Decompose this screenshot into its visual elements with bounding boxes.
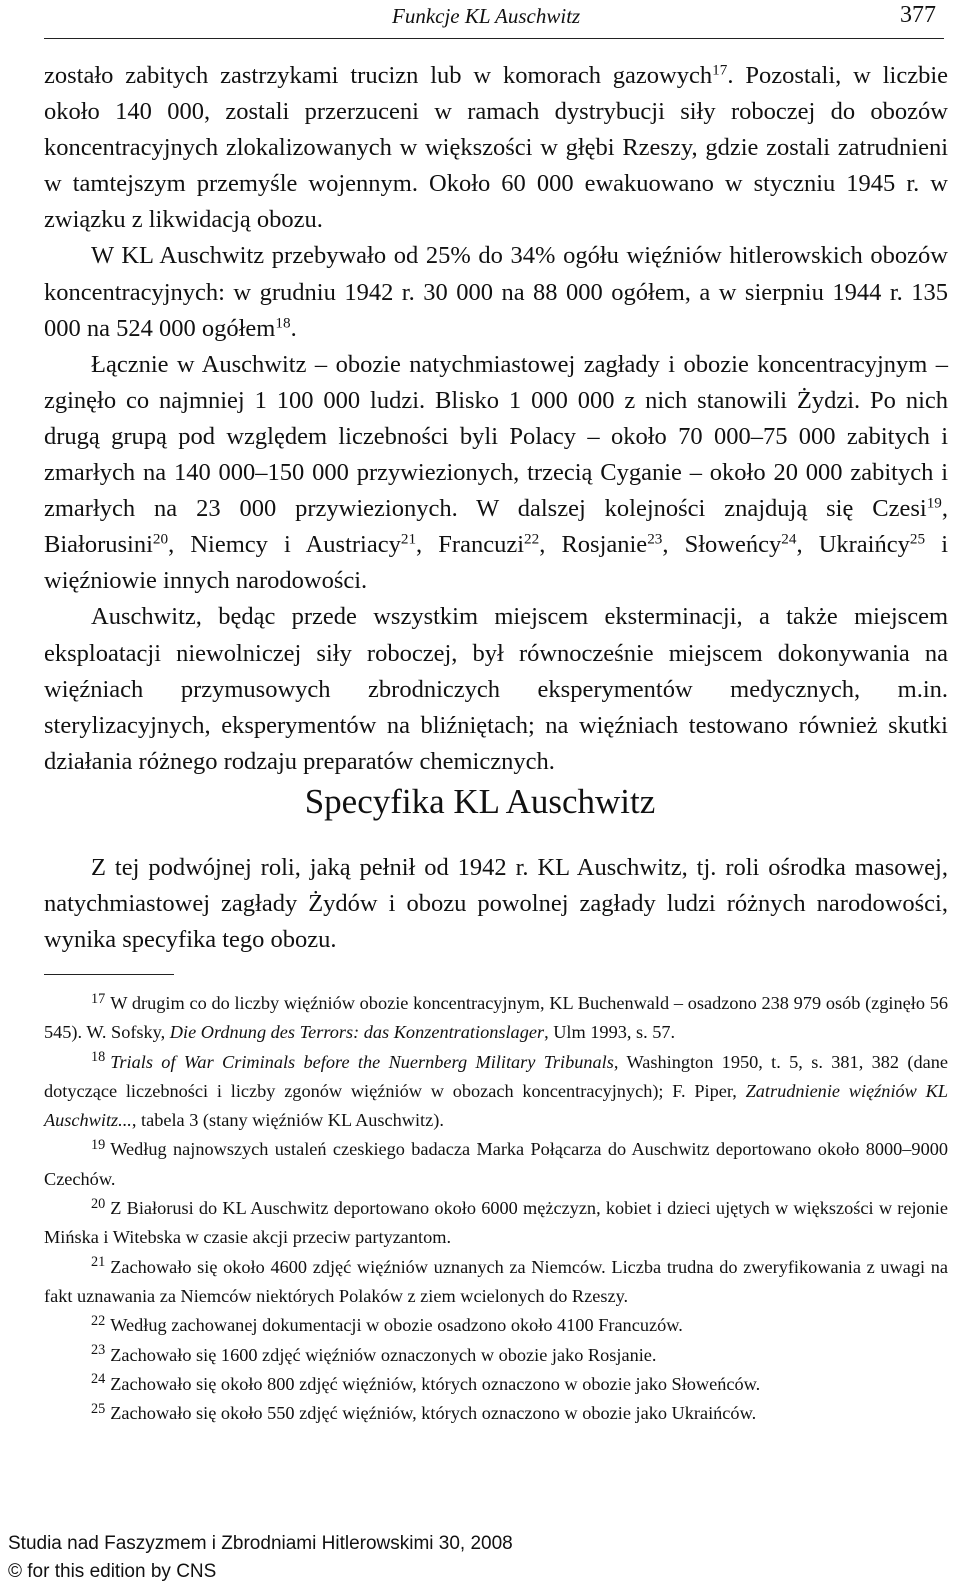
footnote-ref-24[interactable]: 24: [781, 530, 797, 548]
footnote-ref-23[interactable]: 23: [647, 530, 663, 548]
footnote-19: [44, 1135, 948, 1194]
footnote-number: 23: [91, 1342, 106, 1359]
section-paragraph: Z tej podwójnej roli, jaką pełnił od 1942 r. KL Auschwitz, tj. roli ośrodka masowej, natychmiastowej zagłady Żydów i obozu powolnej zagłady ludzi różnych narodowości, wynika specyfika tego obozu.: [44, 854, 948, 954]
footnote-20: [44, 1194, 948, 1253]
running-header: [44, 0, 944, 39]
text-run: W KL Auschwitz przebywało od 25% do 34% ogółu więźniów hitlerowskich obozów koncentracyjnych: w grudniu 1942 r. 30 000 na 88 000 ogółem, a w sierpniu 1944 r. 135 000 na 524 000 ogółem: [44, 242, 948, 342]
footnote-text: Według najnowszych ustaleń czeskiego badacza Marka Połącarza do Auschwitz deportowano około 8000–9000 Czechów.: [44, 1139, 948, 1189]
footnote-21: [44, 1253, 948, 1312]
footnote-number: 25: [91, 1400, 106, 1417]
footnote-ref-21[interactable]: 21: [400, 530, 417, 548]
footnote-number: 19: [91, 1137, 106, 1154]
section-text: [44, 850, 948, 958]
main-text: [44, 58, 948, 780]
footnote-ref-18[interactable]: 18: [275, 314, 291, 332]
footnote-23: [44, 1341, 948, 1370]
footnote-22: [44, 1311, 948, 1340]
footnote-number: 24: [91, 1371, 106, 1388]
text-run: , Słoweńcy: [662, 531, 782, 559]
text-run: . Pozostali, w liczbie około 140 000, zostali przerzuceni w ramach dystrybucji siły roboczej do obozów koncentracyjnych zlokalizowanych w większości w głębi Rzeszy, gdzie zostali zatrudnieni w tamtejszym przemyśle wojennym. Około 60 000 ewakuowano w styczniu 1945 r. w związku z likwidacją obozu.: [44, 62, 949, 234]
footnotes: [44, 989, 948, 1428]
footnote-number: 20: [91, 1195, 106, 1212]
text-run: Łącznie w Auschwitz – obozie natychmiastowej zagłady i obozie koncentracyjnym – zginęło co najmniej 1 100 000 ludzi. Blisko 1 000 000 z nich stanowili Żydzi. Po nich drugą grupą pod względem liczebności byli Polacy – około 70 000–75 000 zabitych i zmarłych na 140 000–150 000 przywiezionych, trzecią Cyganie – około 20 000 zabitych i zmarłych na 23 000 przywiezionych. W dalszej kolejności znajdują się Czesi: [44, 350, 948, 523]
paragraph-1: [44, 58, 948, 238]
footnote-text: Zachowało się 1600 zdjęć więźniów oznaczonych w obozie jako Rosjanie.: [110, 1344, 657, 1365]
footnote-24: [44, 1370, 948, 1399]
footnote-text: , Ulm 1993, s. 57.: [544, 1022, 676, 1043]
footnote-text: Zachowało się około 800 zdjęć więźniów, których oznaczono w obozie jako Słoweńców.: [110, 1373, 761, 1394]
cited-title: Trials of War Criminals before the Nuernberg Military Tribunals: [110, 1051, 614, 1072]
text-run: , Niemcy i Austriacy: [168, 531, 401, 559]
page-footer: [8, 1530, 513, 1586]
paragraph-2: [44, 238, 948, 346]
cited-title: Die Ordnung des Terrors: das Konzentrationslager: [169, 1022, 545, 1043]
footnote-ref-20[interactable]: 20: [152, 530, 169, 548]
footnote-number: 18: [91, 1049, 106, 1066]
footnote-18: [44, 1048, 948, 1136]
text-run: zostało zabitych zastrzykami trucizn lub w komorach gazowych: [44, 62, 713, 89]
footnote-separator: [44, 974, 174, 975]
text-run: .: [290, 314, 297, 342]
footnote-17: [44, 989, 948, 1048]
footnote-25: [44, 1399, 948, 1428]
footnote-ref-17[interactable]: 17: [712, 61, 728, 79]
paragraph-3: [44, 347, 948, 600]
footnote-text: , Washington 1950, t. 5, s. 381, 382 (dane dotyczące liczebności i liczby zgonów więźniów w obozach koncentracyjnych); F. Piper,: [44, 1051, 948, 1101]
text-run: , Ukraińcy: [796, 531, 910, 559]
text-run: , Francuzi: [416, 531, 524, 559]
page-number: 377: [900, 2, 936, 28]
footnote-text: Zachowało się około 4600 zdjęć więźniów uznanych za Niemców. Liczba trudna do zweryfikowania z uwagi na fakt uznawania za Niemców niektórych Polaków z ziem wcielonych do Rzeszy.: [44, 1256, 948, 1306]
footnote-text: , tabela 3 (stany więźniów KL Auschwitz).: [131, 1110, 444, 1131]
footnote-text: Z Białorusi do KL Auschwitz deportowano około 6000 mężczyzn, kobiet i dzieci ujętych w większości w rejonie Mińska i Witebska w czasie akcji przeciw partyzantom.: [44, 1198, 948, 1248]
footnote-ref-25[interactable]: 25: [909, 530, 926, 548]
text-run: , Rosjanie: [539, 531, 648, 559]
running-title: Funkcje KL Auschwitz: [392, 4, 581, 28]
footnote-number: 22: [91, 1312, 106, 1329]
text-run: , Białorusini: [44, 495, 948, 559]
section-heading: Specyfika KL Auschwitz: [304, 782, 656, 821]
footnote-ref-22[interactable]: 22: [524, 530, 540, 548]
copyright-notice: © for this edition by CNS: [8, 1561, 217, 1582]
paragraph-4: Auschwitz, będąc przede wszystkim miejscem eksterminacji, a także miejscem eksploatacji niewolniczej siły roboczej, był równocześnie miejscem dokonywania na więźniach przymusowych zbrodniczych eksperymentów medycznych, m.in. sterylizacyjnych, eksperymentów na bliźniętach; na więźniach testowano również skutki działania różnego rodzaju preparatów chemicznych.: [44, 603, 948, 775]
footnote-text: Według zachowanej dokumentacji w obozie osadzono około 4100 Francuzów.: [110, 1315, 683, 1336]
footnote-text: W drugim co do liczby więźniów obozie koncentracyjnym, KL Buchenwald – osadzono 238 979 osób (zginęło 56 545). W. Sofsky,: [44, 993, 948, 1043]
footnote-number: 21: [91, 1254, 106, 1271]
cited-title: Zatrudnienie więźniów KL Auschwitz...: [44, 1080, 948, 1131]
footnote-number: 17: [91, 990, 106, 1007]
journal-citation: Studia nad Faszyzmem i Zbrodniami Hitlerowskimi 30, 2008: [8, 1533, 513, 1554]
footnote-ref-19[interactable]: 19: [926, 494, 942, 512]
footnote-text: Zachowało się około 550 zdjęć więźniów, których oznaczono w obozie jako Ukraińców.: [110, 1403, 757, 1424]
text-run: i więźniowie innych narodowości.: [44, 531, 948, 595]
